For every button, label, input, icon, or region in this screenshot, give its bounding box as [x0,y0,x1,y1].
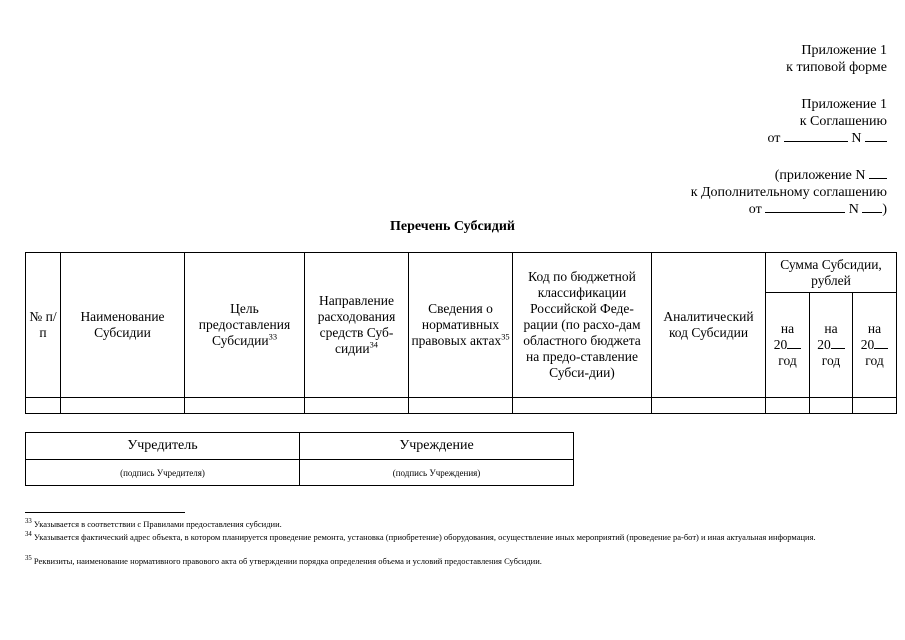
col-analytic-code-header: Аналитический код Субсидии [652,253,766,398]
signatures-table [25,432,574,486]
year-2-header: на 20 год [810,293,853,398]
year-1-header: на 20 год [766,293,810,398]
col-goal-header: Цель предоставления Субсидии$^{33}$ [185,253,305,398]
number-blank [865,141,887,142]
founder-label: Учредитель [26,433,300,460]
supp-n-blank [862,212,882,213]
col-direction-header: Направление расходования средств Суб-сидии$^{34}$ [305,253,409,398]
col-sum-header: Сумма Субсидии, рублей [766,253,897,293]
footnote-divider [25,512,185,513]
col-name-header: Наименование Субсидии [61,253,185,398]
date-blank [784,141,848,142]
appendix-1-label: Приложение 1 к типовой форме [786,43,887,75]
supp-date-blank [765,212,845,213]
col-acts-header: Сведения о нормативных правовых актах$^{35}$ [409,253,513,398]
footnote-33: $^{33}$ Указывается в соответствии с Правилами предоставления субсидии. [25,518,282,529]
footnote-35: $^{35}$ Реквизиты, наименование нормативного правового акта об утверждении порядка определения объема и условий предоставления Субсидии. [25,555,542,566]
supplement-label: (приложение N к Дополнительному соглашению от N ) [690,168,887,217]
year-3-header: на 20 год [853,293,897,398]
institution-label: Учреждение [300,433,574,460]
table-row [26,398,897,414]
institution-signature: (подпись Учреждения) [300,460,574,486]
col-number-header: № п/п [26,253,61,398]
subsidies-table [25,252,897,414]
col-budget-code-header: Код по бюджетной классификации Российской Феде-рации (по расхо-дам областного бюджета на предо-ставление Субси-дии) [513,253,652,398]
appendix-agreement-label: Приложение 1 к Соглашению от N [767,97,887,146]
supp-number-blank [869,178,887,179]
founder-signature: (подпись Учредителя) [26,460,300,486]
page-title: Перечень Субсидий [390,219,515,234]
footnote-34: $^{34}$ Указывается фактический адрес объекта, в котором планируется проведение ремонта, установка (приобретение) оборудования, осуществление иных мероприятий (проведение ра-бот) и иная актуальная информация. [25,531,816,542]
